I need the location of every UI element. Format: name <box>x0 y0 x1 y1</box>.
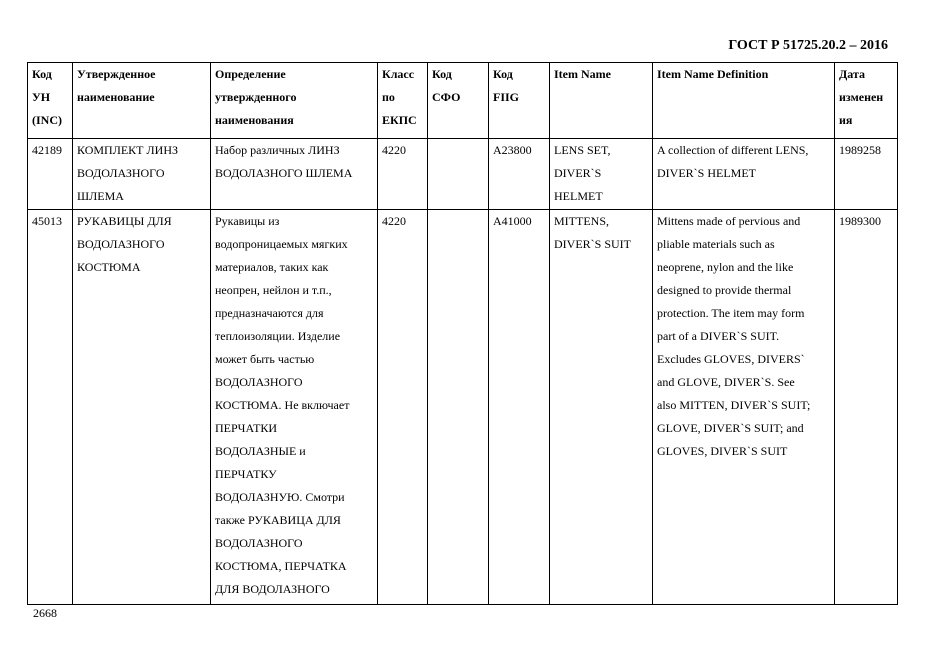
cell-sfo-code <box>428 139 489 210</box>
table-row <box>28 210 898 605</box>
cell-item-name-definition: A collection of different LENS, DIVER`S HELMET <box>653 139 835 210</box>
cell-ekps-class: 4220 <box>378 139 428 210</box>
cell-approved-name: КОМПЛЕКТ ЛИНЗ ВОДОЛАЗНОГО ШЛЕМА <box>73 139 211 210</box>
cell-change-date: 1989258 <box>835 139 898 210</box>
header-definition: Определение утвержденного наименования <box>211 63 378 139</box>
nomenclature-table <box>27 62 898 605</box>
cell-sfo-code <box>428 210 489 605</box>
cell-definition: Рукавицы из водопроницаемых мягких материалов, таких как неопрен, нейлон и т.п., предназначаются для теплоизоляции. Изделие может быть частью ВОДОЛАЗНОГО КОСТЮМА. Не включает ПЕРЧАТКИ ВОДОЛАЗНЫЕ и ПЕРЧАТКУ ВОДОЛАЗНУЮ. Смотри также РУКАВИЦА ДЛЯ ВОДОЛАЗНОГО КОСТЮМА, ПЕРЧАТКА ДЛЯ ВОДОЛАЗНОГО <box>211 210 378 605</box>
table-header-row <box>28 63 898 139</box>
cell-change-date: 1989300 <box>835 210 898 605</box>
cell-fiig-code: A41000 <box>489 210 550 605</box>
header-item-name: Item Name <box>550 63 653 139</box>
header-change-date: Дата изменен ия <box>835 63 898 139</box>
document-standard-number: ГОСТ Р 51725.20.2 – 2016 <box>728 38 888 53</box>
cell-item-name: MITTENS, DIVER`S SUIT <box>550 210 653 605</box>
header-item-name-definition: Item Name Definition <box>653 63 835 139</box>
header-ekps-class: Класс по ЕКПС <box>378 63 428 139</box>
header-approved-name: Утвержденное наименование <box>73 63 211 139</box>
cell-approved-name: РУКАВИЦЫ ДЛЯ ВОДОЛАЗНОГО КОСТЮМА <box>73 210 211 605</box>
page-number: 2668 <box>33 606 57 620</box>
header-inc: Код УН (INC) <box>28 63 73 139</box>
table-row <box>28 139 898 210</box>
cell-fiig-code: A23800 <box>489 139 550 210</box>
cell-ekps-class: 4220 <box>378 210 428 605</box>
cell-inc: 42189 <box>28 139 73 210</box>
cell-inc: 45013 <box>28 210 73 605</box>
header-fiig-code: Код FIIG <box>489 63 550 139</box>
cell-item-name-definition: Mittens made of pervious and pliable materials such as neoprene, nylon and the like designed to provide thermal protection. The item may form part of a DIVER`S SUIT. Excludes GLOVES, DIVERS` and GLOVE, DIVER`S. See also MITTEN, DIVER`S SUIT; GLOVE, DIVER`S SUIT; and GLOVES, DIVER`S SUIT <box>653 210 835 605</box>
header-sfo-code: Код СФО <box>428 63 489 139</box>
cell-definition: Набор различных ЛИНЗ ВОДОЛАЗНОГО ШЛЕМА <box>211 139 378 210</box>
cell-item-name: LENS SET, DIVER`S HELMET <box>550 139 653 210</box>
